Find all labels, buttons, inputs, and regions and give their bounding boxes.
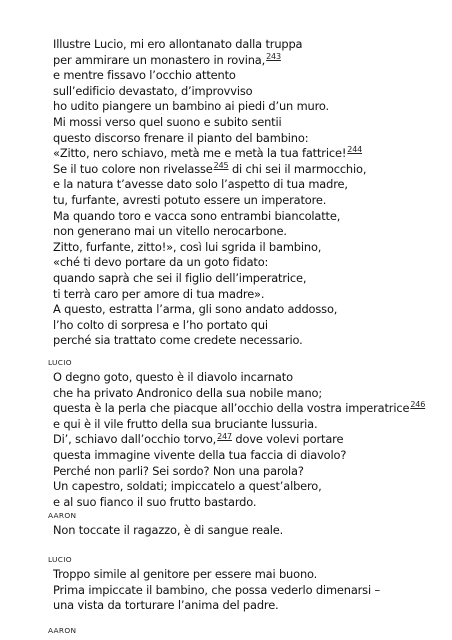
verse-text: per ammirare un monastero in rovina, [53,52,266,67]
verse-line [53,287,444,303]
verse-line [53,432,444,448]
verse-line [53,240,444,256]
verse-line [53,68,444,84]
verse-line [53,370,444,386]
speaker-name: AARON [48,511,77,520]
verse-text: l’ho colto di sorpresa e l’ho portato qui [53,317,268,332]
verse-line [53,386,444,402]
verse-line [53,131,444,147]
footnote-link[interactable]: 244 [347,145,363,155]
verse-line [53,193,444,209]
footnote-link[interactable]: 243 [266,51,281,61]
verse-text: quando saprà che sei il figlio dell’imperatrice, [53,270,307,285]
verse-line [53,598,444,614]
verse-line [53,255,444,271]
verse-text: sull’edificio devastato, d’improvviso [53,83,253,98]
verse-text: Di’, schiavo dall’occhio torvo, [53,432,217,447]
verse-line [53,302,444,318]
verse-line [53,177,444,193]
verse-line [53,318,444,334]
passage [53,37,444,349]
verse-line [53,417,444,433]
verse-line [53,479,444,495]
verse-text: Illustre Lucio, mi ero allontanato dalla truppa [53,37,303,51]
verse-text: tu, furfante, avresti potuto essere un imperatore. [53,192,327,207]
verse-line [53,209,444,225]
verse-text: O degno goto, questo è il diavolo incarnato [53,370,293,384]
footnote-link[interactable]: 246 [410,400,426,410]
verse-line [53,162,444,178]
verse-text: questa è la perla che piacque all’occhio della vostra imperatrice [53,401,410,416]
verse-line [53,99,444,115]
verse-text: non generano mai un vitello nerocarbone. [53,224,287,239]
verse-line [53,37,444,53]
verse-text: Non toccate il ragazzo, è di sangue reale. [53,523,284,537]
verse-text: questo discorso frenare il pianto del bambino: [53,130,309,145]
verse-text: e al suo fianco il suo frutto bastardo. [53,494,257,509]
verse-text: una vista da torturare l’anima del padre. [53,598,279,613]
verse-text-continued: di chi sei il marmocchio, [228,161,367,176]
verse-line [53,495,444,511]
verse-text: «Zitto, nero schiavo, metà me e metà la tua fattrice! [53,146,347,161]
verse-text: Perché non parli? Sei sordo? Non una parola? [53,463,304,478]
verse-text-continued: dove volevi portare [231,432,344,447]
verse-line [53,333,444,349]
verse-text: Troppo simile al genitore per essere mai buono. [53,567,318,581]
passage [53,370,444,510]
verse-line [53,53,444,69]
verse-line [53,583,444,599]
footnote-link[interactable]: 245 [213,160,229,170]
passage [53,523,444,539]
verse-text: Un capestro, soldati; impiccatelo a quest’albero, [53,479,322,494]
verse-text: «ché ti devo portare da un goto fidato: [53,255,269,270]
verse-line [53,84,444,100]
verse-text: e mentre fissavo l’occhio attento [53,68,236,83]
verse-text: e la natura t’avesse dato solo l’aspetto di tua madre, [53,177,348,192]
verse-text: ti terrà caro per amore di tua madre». [53,286,265,301]
verse-line [53,224,444,240]
verse-text: Mi mossi verso quel suono e subito sentii [53,114,282,129]
footnote-link[interactable]: 247 [217,431,232,441]
verse-line [53,146,444,162]
speaker-name: LUCIO [48,358,72,367]
speaker-name: LUCIO [48,555,72,564]
verse-line [53,523,444,539]
verse-text: Zitto, furfante, zitto!», così lui sgrida il bambino, [53,239,322,254]
verse-line [53,464,444,480]
verse-text: perché sia trattato come credete necessario. [53,333,303,348]
verse-line [53,567,444,583]
verse-text: che ha privato Andronico della sua nobile mano; [53,385,323,400]
verse-line [53,115,444,131]
verse-line [53,401,444,417]
verse-text: ho udito piangere un bambino ai piedi d’un muro. [53,99,329,114]
speaker-name: AARON [48,626,77,635]
verse-text: Se il tuo colore non rivelasse [53,161,213,176]
verse-line [53,448,444,464]
verse-text: A questo, estratta l’arma, gli sono andato addosso, [53,302,338,317]
verse-text: questa immagine vivente della tua faccia di diavolo? [53,447,347,462]
verse-text: e qui è il vile frutto della sua bruciante lussuria. [53,416,318,431]
verse-text: Prima impiccate il bambino, che possa vederlo dimenarsi – [53,582,381,597]
passage [53,567,444,614]
verse-text: Ma quando toro e vacca sono entrambi biancolatte, [53,208,341,223]
verse-line [53,271,444,287]
